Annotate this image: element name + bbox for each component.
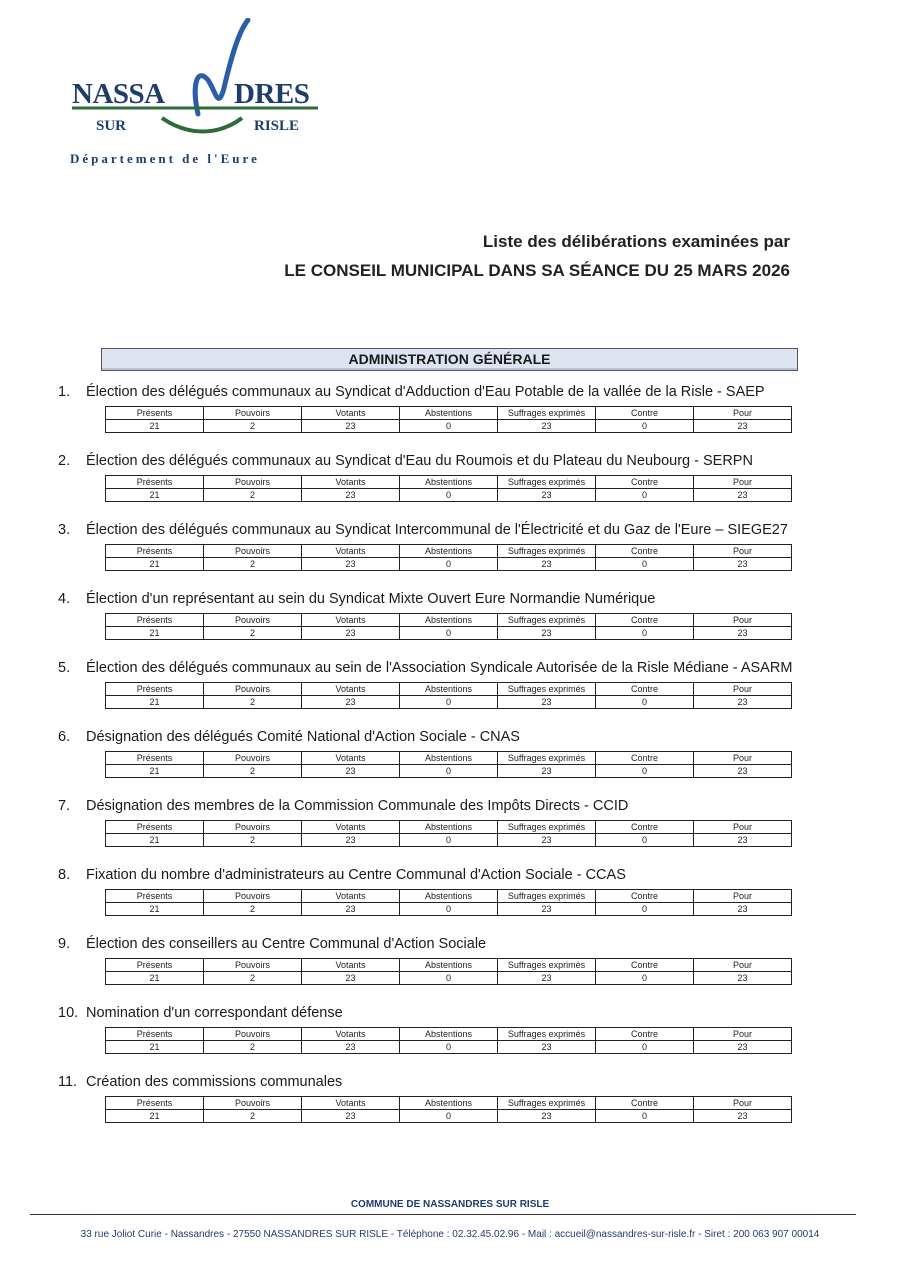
vote-table [105,682,792,709]
vote-value-row [106,972,792,985]
vote-value-cell: 21 [106,489,204,502]
vote-header-cell: Suffrages exprimés [498,1097,596,1110]
vote-header-cell: Abstentions [400,545,498,558]
vote-header-cell: Pour [694,959,792,972]
vote-header-cell: Pouvoirs [204,407,302,420]
vote-value-cell: 21 [106,627,204,640]
vote-value-cell: 0 [596,558,694,571]
vote-header-cell: Pour [694,1028,792,1041]
vote-value-cell: 2 [204,558,302,571]
deliberation-item [0,1005,900,1074]
vote-header-cell: Contre [596,821,694,834]
vote-header-row [106,752,792,765]
logo-risle: RISLE [254,118,300,134]
vote-value-cell: 0 [596,420,694,433]
vote-header-cell: Suffrages exprimés [498,890,596,903]
deliberation-title [58,384,765,400]
deliberation-number: 2. [58,453,71,469]
vote-header-cell: Présents [106,545,204,558]
vote-value-cell: 0 [400,420,498,433]
vote-value-cell: 0 [400,489,498,502]
vote-value-cell: 0 [400,1110,498,1123]
vote-value-cell: 23 [694,903,792,916]
vote-value-cell: 0 [596,765,694,778]
vote-header-cell: Contre [596,959,694,972]
vote-value-cell: 2 [204,696,302,709]
vote-header-cell: Pour [694,752,792,765]
deliberation-title-text: Élection des délégués communaux au Syndicat d'Adduction d'Eau Potable de la vallée de la Risle - SAEP [86,384,765,400]
vote-table [105,1096,792,1123]
vote-value-cell: 23 [302,420,400,433]
vote-value-cell: 23 [302,489,400,502]
vote-header-cell: Votants [302,614,400,627]
deliberation-title [58,591,655,607]
vote-value-cell: 23 [498,834,596,847]
vote-header-cell: Présents [106,752,204,765]
vote-header-cell: Contre [596,890,694,903]
vote-value-cell: 0 [596,903,694,916]
vote-value-cell: 21 [106,1110,204,1123]
vote-table [105,820,792,847]
vote-header-cell: Pour [694,476,792,489]
deliberation-title-text: Élection des délégués communaux au Syndicat d'Eau du Roumois et du Plateau du Neubourg - SERPN [86,453,753,469]
vote-value-cell: 23 [694,1041,792,1054]
deliberation-title [58,798,628,814]
vote-value-cell: 2 [204,1110,302,1123]
vote-value-cell: 0 [400,903,498,916]
vote-value-cell: 21 [106,1041,204,1054]
vote-value-cell: 23 [694,765,792,778]
vote-header-cell: Contre [596,1028,694,1041]
vote-header-cell: Pour [694,545,792,558]
vote-value-cell: 23 [498,558,596,571]
vote-value-cell: 23 [498,1110,596,1123]
vote-value-cell: 2 [204,972,302,985]
vote-value-cell: 23 [694,420,792,433]
vote-value-cell: 2 [204,834,302,847]
vote-value-cell: 23 [498,765,596,778]
vote-value-cell: 23 [302,834,400,847]
vote-header-cell: Votants [302,545,400,558]
logo-sur: SUR [96,118,127,134]
deliberation-number: 5. [58,660,71,676]
vote-header-cell: Pour [694,890,792,903]
vote-header-cell: Votants [302,1028,400,1041]
deliberation-item [0,591,900,660]
vote-header-cell: Suffrages exprimés [498,545,596,558]
vote-value-row [106,1041,792,1054]
vote-value-row [106,420,792,433]
deliberation-title [58,522,788,538]
vote-value-cell: 21 [106,903,204,916]
vote-table [105,475,792,502]
vote-value-cell: 23 [498,420,596,433]
vote-header-cell: Abstentions [400,752,498,765]
vote-header-cell: Pour [694,1097,792,1110]
vote-header-cell: Abstentions [400,1028,498,1041]
vote-value-row [106,627,792,640]
vote-header-row [106,683,792,696]
vote-header-cell: Abstentions [400,614,498,627]
vote-header-cell: Présents [106,890,204,903]
vote-value-cell: 23 [302,903,400,916]
vote-value-cell: 23 [498,627,596,640]
deliberation-title-text: Désignation des délégués Comité National d'Action Sociale - CNAS [86,729,520,745]
vote-value-cell: 0 [596,627,694,640]
deliberation-title [58,729,520,745]
vote-value-cell: 21 [106,696,204,709]
vote-value-cell: 23 [302,972,400,985]
vote-header-cell: Contre [596,407,694,420]
vote-header-cell: Suffrages exprimés [498,821,596,834]
heading-line-1: Liste des délibérations examinées par [482,232,790,251]
commune-logo [70,18,330,168]
vote-header-cell: Présents [106,1028,204,1041]
vote-value-cell: 23 [302,558,400,571]
deliberation-number: 4. [58,591,71,607]
deliberation-title [58,660,792,676]
vote-header-cell: Suffrages exprimés [498,476,596,489]
vote-header-row [106,959,792,972]
vote-value-cell: 2 [204,1041,302,1054]
vote-header-row [106,890,792,903]
deliberation-title-text: Élection d'un représentant au sein du Syndicat Mixte Ouvert Eure Normandie Numérique [86,591,656,607]
deliberation-item [0,867,900,936]
vote-value-row [106,696,792,709]
vote-header-cell: Pouvoirs [204,1028,302,1041]
vote-header-cell: Abstentions [400,407,498,420]
vote-table [105,406,792,433]
vote-value-cell: 23 [694,696,792,709]
vote-header-row [106,614,792,627]
vote-header-cell: Présents [106,407,204,420]
vote-header-cell: Contre [596,614,694,627]
vote-value-cell: 0 [400,972,498,985]
vote-value-row [106,489,792,502]
deliberation-title-text: Nomination d'un correspondant défense [86,1005,343,1021]
vote-header-cell: Présents [106,614,204,627]
vote-header-cell: Contre [596,476,694,489]
vote-header-cell: Votants [302,407,400,420]
section-title: ADMINISTRATION GÉNÉRALE [101,348,798,371]
deliberation-title-text: Création des commissions communales [86,1074,343,1090]
vote-value-cell: 23 [302,627,400,640]
vote-value-cell: 2 [204,627,302,640]
vote-value-cell: 23 [694,489,792,502]
heading-line-2: LE CONSEIL MUNICIPAL DANS SA SÉANCE DU 25 MARS 2026 [284,261,790,280]
deliberation-item [0,936,900,1005]
deliberation-item [0,729,900,798]
vote-header-cell: Pouvoirs [204,959,302,972]
vote-table [105,1027,792,1054]
vote-header-row [106,476,792,489]
vote-header-row [106,821,792,834]
vote-value-cell: 0 [596,834,694,847]
vote-value-cell: 0 [596,1110,694,1123]
vote-value-cell: 21 [106,420,204,433]
vote-value-cell: 23 [302,696,400,709]
logo-name-left: NASSA [72,78,165,110]
vote-header-cell: Abstentions [400,683,498,696]
document-heading [284,230,790,288]
vote-header-cell: Votants [302,476,400,489]
vote-value-cell: 23 [498,972,596,985]
logo-name-right: DRES [234,78,310,110]
vote-value-cell: 23 [694,834,792,847]
vote-value-row [106,834,792,847]
vote-value-cell: 23 [694,1110,792,1123]
vote-header-row [106,1028,792,1041]
vote-header-cell: Abstentions [400,476,498,489]
deliberation-title-text: Élection des conseillers au Centre Communal d'Action Sociale [86,936,487,952]
vote-table [105,613,792,640]
vote-value-cell: 0 [596,696,694,709]
vote-value-cell: 23 [302,1041,400,1054]
vote-header-row [106,1097,792,1110]
deliberation-number: 10. [58,1005,79,1021]
vote-value-cell: 23 [302,765,400,778]
vote-value-row [106,765,792,778]
vote-header-cell: Suffrages exprimés [498,407,596,420]
vote-header-cell: Votants [302,890,400,903]
vote-header-cell: Présents [106,476,204,489]
deliberation-title-text: Élection des délégués communaux au sein de l'Association Syndicale Autorisée de la Risle Médiane - ASARM [86,660,793,676]
vote-table [105,751,792,778]
vote-header-cell: Pour [694,407,792,420]
deliberation-title [58,1074,342,1090]
deliberation-item [0,1074,900,1143]
deliberation-title-text: Élection des délégués communaux au Syndicat Intercommunal de l'Électricité et du Gaz de l'Eure – SIEGE27 [86,522,788,538]
deliberation-item [0,522,900,591]
vote-value-cell: 0 [400,558,498,571]
vote-value-cell: 2 [204,420,302,433]
vote-header-row [106,545,792,558]
vote-header-cell: Pouvoirs [204,821,302,834]
vote-header-cell: Contre [596,752,694,765]
vote-value-cell: 21 [106,765,204,778]
deliberation-item [0,660,900,729]
vote-table [105,889,792,916]
vote-value-cell: 23 [498,903,596,916]
vote-table [105,958,792,985]
deliberation-item [0,453,900,522]
vote-value-cell: 21 [106,972,204,985]
vote-value-cell: 2 [204,489,302,502]
deliberation-title [58,453,753,469]
vote-header-cell: Suffrages exprimés [498,683,596,696]
vote-value-row [106,903,792,916]
vote-header-cell: Suffrages exprimés [498,752,596,765]
logo-department: Département de l'Eure [70,151,260,166]
deliberation-item [0,384,900,453]
deliberation-title [58,867,626,883]
vote-header-cell: Pour [694,614,792,627]
vote-header-cell: Abstentions [400,821,498,834]
vote-header-cell: Pour [694,683,792,696]
vote-value-cell: 0 [596,1041,694,1054]
deliberation-number: 3. [58,522,71,538]
vote-header-cell: Présents [106,683,204,696]
vote-value-cell: 23 [498,489,596,502]
vote-header-cell: Votants [302,821,400,834]
vote-header-cell: Suffrages exprimés [498,1028,596,1041]
deliberation-number: 1. [58,384,71,400]
vote-header-cell: Présents [106,959,204,972]
vote-value-cell: 23 [302,1110,400,1123]
vote-header-cell: Abstentions [400,890,498,903]
vote-value-cell: 23 [694,627,792,640]
vote-header-cell: Pouvoirs [204,890,302,903]
vote-header-cell: Pouvoirs [204,1097,302,1110]
vote-header-cell: Votants [302,752,400,765]
vote-value-row [106,558,792,571]
vote-value-cell: 0 [596,972,694,985]
deliberation-title-text: Fixation du nombre d'administrateurs au Centre Communal d'Action Sociale - CCAS [86,867,626,883]
vote-value-cell: 2 [204,765,302,778]
vote-header-cell: Suffrages exprimés [498,614,596,627]
deliberation-number: 9. [58,936,71,952]
vote-header-cell: Votants [302,683,400,696]
vote-header-cell: Pouvoirs [204,476,302,489]
vote-header-cell: Pouvoirs [204,545,302,558]
vote-header-cell: Suffrages exprimés [498,959,596,972]
vote-value-cell: 0 [400,696,498,709]
vote-value-cell: 21 [106,558,204,571]
footer-address: 33 rue Joliot Curie - Nassandres - 27550 NASSANDRES SUR RISLE - Téléphone : 02.32.45.02.96 - Mail : accueil@nassandres-sur-risle.fr - Siret : 200 063 907 00014 [80,1229,820,1240]
vote-header-cell: Contre [596,1097,694,1110]
vote-header-cell: Pouvoirs [204,614,302,627]
vote-header-cell: Abstentions [400,1097,498,1110]
vote-header-cell: Pouvoirs [204,752,302,765]
vote-value-cell: 0 [596,489,694,502]
vote-header-cell: Présents [106,821,204,834]
vote-header-cell: Pouvoirs [204,683,302,696]
deliberation-title [58,1005,343,1021]
vote-header-cell: Votants [302,1097,400,1110]
vote-header-cell: Contre [596,545,694,558]
vote-header-cell: Abstentions [400,959,498,972]
vote-value-row [106,1110,792,1123]
vote-header-cell: Pour [694,821,792,834]
footer-divider [30,1214,856,1215]
vote-value-cell: 0 [400,627,498,640]
vote-value-cell: 2 [204,903,302,916]
vote-header-cell: Votants [302,959,400,972]
deliberation-title-text: Désignation des membres de la Commission Communale des Impôts Directs - CCID [86,798,629,814]
deliberation-number: 6. [58,729,71,745]
vote-value-cell: 23 [498,696,596,709]
vote-value-cell: 0 [400,834,498,847]
footer-title: COMMUNE DE NASSANDRES SUR RISLE [350,1199,550,1210]
deliberation-title [58,936,486,952]
vote-value-cell: 0 [400,1041,498,1054]
deliberation-number: 8. [58,867,71,883]
vote-value-cell: 23 [694,972,792,985]
deliberation-number: 7. [58,798,71,814]
vote-value-cell: 23 [694,558,792,571]
deliberation-item [0,798,900,867]
vote-value-cell: 21 [106,834,204,847]
vote-value-cell: 23 [498,1041,596,1054]
vote-value-cell: 0 [400,765,498,778]
deliberation-number: 11. [58,1074,78,1090]
vote-table [105,544,792,571]
vote-header-cell: Contre [596,683,694,696]
vote-header-cell: Présents [106,1097,204,1110]
vote-header-row [106,407,792,420]
